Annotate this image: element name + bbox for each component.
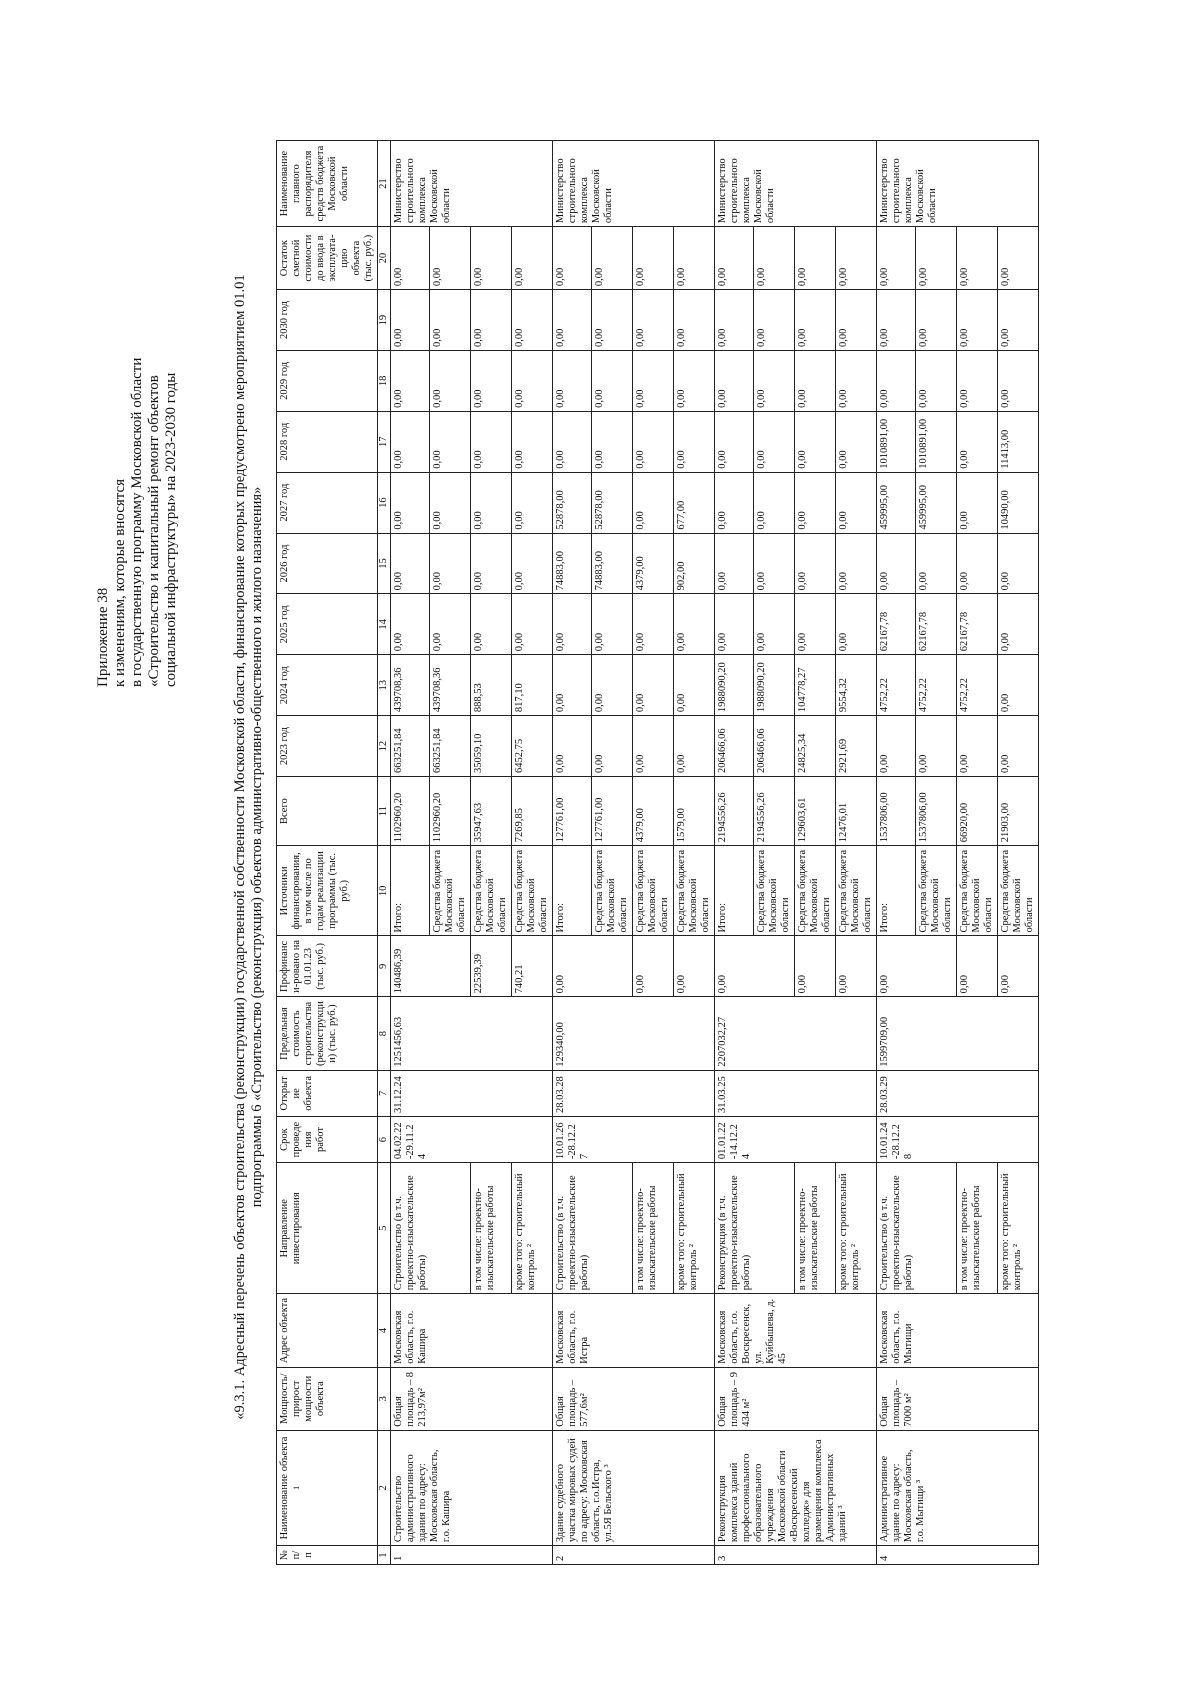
amount-cell: 0,00 (998, 533, 1039, 594)
amount-cell: 0,00 (715, 290, 754, 351)
amount-cell: 62167,78 (877, 594, 916, 655)
work-period: 10.01.26-28.12.27 (553, 1116, 715, 1162)
funding-source: Средства бюджета Московской области (836, 846, 877, 936)
table-row (715, 141, 754, 1565)
ministry-name: Министерство строительного комплекса Московской области (553, 141, 715, 227)
amount-cell: 0,00 (430, 350, 471, 411)
amount-cell: 0,00 (391, 411, 430, 472)
amount-cell: 21903,00 (998, 777, 1039, 846)
investment-direction: в том числе: проектно-изыскательские работы (957, 1163, 998, 1294)
column-number: 11 (378, 777, 391, 846)
amount-cell: 0,00 (957, 472, 998, 533)
funding-source: Средства бюджета Московской области (916, 846, 957, 936)
header-row (277, 141, 378, 1565)
ministry-name: Министерство строительного комплекса Московской области (877, 141, 1039, 227)
appendix-note (95, 127, 180, 687)
amount-cell: 0,00 (998, 716, 1039, 777)
amount-cell: 0,00 (754, 227, 795, 290)
col-header: 2029 год (277, 350, 378, 411)
col-header: 2028 год (277, 411, 378, 472)
funded-amount: 0,00 (674, 936, 715, 997)
work-period: 10.01.24-28.12.28 (877, 1116, 1039, 1162)
amount-cell: 7269,85 (512, 777, 553, 846)
amount-cell: 902,00 (674, 533, 715, 594)
appendix-line: в государственную программу Московской области (129, 357, 145, 687)
amount-cell: 0,00 (512, 594, 553, 655)
amount-cell: 0,00 (633, 716, 674, 777)
amount-cell: 62167,78 (916, 594, 957, 655)
amount-cell: 0,00 (916, 716, 957, 777)
funded-amount: 0,00 (836, 936, 877, 997)
appendix-line: «Строительство и капитальный ремонт объектов (146, 375, 162, 687)
column-number: 17 (378, 411, 391, 472)
amount-cell: 0,00 (633, 227, 674, 290)
amount-cell: 104778,27 (795, 655, 836, 716)
column-number-row (378, 141, 391, 1565)
amount-cell: 1102960,20 (391, 777, 430, 846)
opening-date: 31.12.24 (391, 1070, 553, 1116)
amount-cell: 0,00 (795, 411, 836, 472)
amount-cell: 0,00 (430, 411, 471, 472)
amount-cell: 0,00 (836, 290, 877, 351)
amount-cell: 62167,78 (957, 594, 998, 655)
amount-cell: 0,00 (998, 594, 1039, 655)
amount-cell: 74883,00 (592, 533, 633, 594)
col-header: Открытие объекта (277, 1070, 378, 1116)
column-number: 9 (378, 936, 391, 997)
amount-cell: 0,00 (715, 227, 754, 290)
column-number: 12 (378, 716, 391, 777)
amount-cell: 0,00 (471, 350, 512, 411)
col-header (277, 1430, 378, 1545)
amount-cell: 663251,84 (391, 716, 430, 777)
work-period: 01.01.22-14.12.24 (715, 1116, 877, 1162)
column-number: 8 (378, 997, 391, 1070)
amount-cell: 0,00 (512, 350, 553, 411)
amount-cell: 0,00 (836, 411, 877, 472)
footnote-mark: 1 (292, 1485, 301, 1490)
column-number: 20 (378, 227, 391, 290)
col-header: 2030 год (277, 290, 378, 351)
col-header: 2024 год (277, 655, 378, 716)
amount-cell: 0,00 (391, 290, 430, 351)
amount-cell: 0,00 (674, 655, 715, 716)
amount-cell: 0,00 (674, 227, 715, 290)
amount-cell: 1010891,00 (877, 411, 916, 472)
funded-amount: 0,00 (795, 936, 836, 997)
amount-cell: 12476,01 (836, 777, 877, 846)
investment-direction: Строительство (в т.ч. проектно-изыскательские работы) (877, 1163, 957, 1294)
amount-cell: 439708,36 (391, 655, 430, 716)
amount-cell: 0,00 (715, 533, 754, 594)
max-cost: 129340,00 (553, 997, 715, 1070)
table-body (277, 141, 1039, 1565)
funded-amount: 0,00 (715, 936, 795, 997)
amount-cell: 1102960,20 (430, 777, 471, 846)
object-name: Реконструкция комплекса зданий профессионального образовательного учреждения Московской области «Воскресенский колледж» для размещения комплекса Административных зданий ³ (715, 1430, 877, 1545)
amount-cell: 2921,69 (836, 716, 877, 777)
amount-cell: 0,00 (553, 350, 592, 411)
col-header: Мощность/ прирост мощности объекта (277, 1367, 378, 1430)
amount-cell: 2194556,26 (715, 777, 754, 846)
amount-cell: 0,00 (754, 290, 795, 351)
max-cost: 1599709,00 (877, 997, 1039, 1070)
amount-cell: 0,00 (674, 411, 715, 472)
amount-cell: 0,00 (553, 290, 592, 351)
amount-cell: 35059,10 (471, 716, 512, 777)
funding-source: Средства бюджета Московской области (957, 846, 998, 936)
column-number: 10 (378, 846, 391, 936)
amount-cell: 0,00 (674, 716, 715, 777)
work-period: 04.02.22-29.11.24 (391, 1116, 553, 1162)
amount-cell: 0,00 (795, 533, 836, 594)
amount-cell: 0,00 (471, 227, 512, 290)
amount-cell: 0,00 (715, 350, 754, 411)
col-header: 2023 год (277, 716, 378, 777)
amount-cell: 1579,00 (674, 777, 715, 846)
investment-direction: в том числе: проектно-изыскательские работы (471, 1163, 512, 1294)
amount-cell: 0,00 (836, 533, 877, 594)
opening-date: 31.03.25 (715, 1070, 877, 1116)
amount-cell: 0,00 (471, 533, 512, 594)
funding-source: Средства бюджета Московской области (592, 846, 633, 936)
object-address: Московская область, г.о. Кашира (391, 1294, 553, 1367)
funding-source: Средства бюджета Московской области (754, 846, 795, 936)
amount-cell: 35947,63 (471, 777, 512, 846)
amount-cell: 0,00 (512, 533, 553, 594)
col-header: Профинанси-ровано на 01.01.23 (тыс. руб.) (277, 936, 378, 997)
max-cost: 1251456,63 (391, 997, 553, 1070)
amount-cell: 10490,00 (998, 472, 1039, 533)
object-address: Московская область, г.о. Воскресенск, ул. Куйбышева, д. 45 (715, 1294, 877, 1367)
column-number: 13 (378, 655, 391, 716)
investment-direction: Реконструкция (в т.ч. проектно-изыскательские работы) (715, 1163, 795, 1294)
amount-cell: 0,00 (836, 472, 877, 533)
amount-cell: 0,00 (592, 290, 633, 351)
column-number: 4 (378, 1294, 391, 1367)
funding-source: Средства бюджета Московской области (471, 846, 512, 936)
amount-cell: 0,00 (471, 594, 512, 655)
object-number: 1 (391, 1546, 553, 1565)
investment-direction: Строительство (в т.ч. проектно-изыскательские работы) (391, 1163, 471, 1294)
amount-cell: 0,00 (715, 472, 754, 533)
amount-cell: 0,00 (998, 350, 1039, 411)
funded-amount: 22539,39 (471, 936, 512, 997)
amount-cell: 0,00 (795, 594, 836, 655)
amount-cell: 0,00 (795, 472, 836, 533)
title-line: «9.3.1. Адресный перечень объектов строительства (реконструкции) государственной собственности Московской области, финансирование которых предусмотрено мероприятием 01.01 (232, 274, 248, 1420)
amount-cell: 74883,00 (553, 533, 592, 594)
amount-cell: 52878,00 (553, 472, 592, 533)
amount-cell: 0,00 (471, 411, 512, 472)
amount-cell: 4752,22 (957, 655, 998, 716)
column-number: 21 (378, 141, 391, 227)
amount-cell: 129603,61 (795, 777, 836, 846)
amount-cell: 0,00 (916, 290, 957, 351)
object-number: 2 (553, 1546, 715, 1565)
amount-cell: 0,00 (553, 227, 592, 290)
amount-cell: 0,00 (836, 227, 877, 290)
col-header: Всего (277, 777, 378, 846)
amount-cell: 1537806,00 (877, 777, 916, 846)
amount-cell: 0,00 (877, 290, 916, 351)
object-capacity: Общая площадь – 7000 м² (877, 1367, 1039, 1430)
amount-cell: 0,00 (795, 290, 836, 351)
amount-cell: 0,00 (553, 594, 592, 655)
column-number: 7 (378, 1070, 391, 1116)
column-number: 5 (378, 1163, 391, 1294)
amount-cell: 0,00 (592, 655, 633, 716)
amount-cell: 0,00 (754, 533, 795, 594)
funding-source: Средства бюджета Московской области (430, 846, 471, 936)
amount-cell: 0,00 (998, 290, 1039, 351)
amount-cell: 0,00 (633, 472, 674, 533)
amount-cell: 0,00 (957, 716, 998, 777)
amount-cell: 0,00 (391, 594, 430, 655)
funding-source: Средства бюджета Московской области (998, 846, 1039, 936)
col-header: № п/п (277, 1546, 378, 1565)
funded-amount: 0,00 (553, 936, 633, 997)
object-number: 4 (877, 1546, 1039, 1565)
amount-cell: 0,00 (391, 533, 430, 594)
col-header: Адрес объекта (277, 1294, 378, 1367)
col-header: Наименование главного распорядителя средств бюджета Московской области (277, 141, 378, 227)
amount-cell: 439708,36 (430, 655, 471, 716)
amount-cell: 127761,00 (592, 777, 633, 846)
amount-cell: 0,00 (430, 472, 471, 533)
column-number: 16 (378, 472, 391, 533)
investment-direction: кроме того: строительный контроль ² (998, 1163, 1039, 1294)
amount-cell: 0,00 (957, 350, 998, 411)
amount-cell: 0,00 (592, 411, 633, 472)
amount-cell: 0,00 (795, 227, 836, 290)
amount-cell: 0,00 (877, 716, 916, 777)
column-number: 14 (378, 594, 391, 655)
appendix-line: Приложение 38 (95, 587, 111, 687)
investment-direction: кроме того: строительный контроль ² (674, 1163, 715, 1294)
amount-cell: 0,00 (633, 655, 674, 716)
object-capacity: Общая площадь – 8 213,97м² (391, 1367, 553, 1430)
funding-source: Итого: (715, 846, 754, 936)
amount-cell: 0,00 (674, 594, 715, 655)
funding-source: Итого: (391, 846, 430, 936)
amount-cell: 0,00 (754, 472, 795, 533)
amount-cell: 0,00 (512, 290, 553, 351)
amount-cell: 0,00 (633, 350, 674, 411)
amount-cell: 1537806,00 (916, 777, 957, 846)
amount-cell: 206466,06 (754, 716, 795, 777)
col-header: 2025 год (277, 594, 378, 655)
amount-cell: 4752,22 (877, 655, 916, 716)
amount-cell: 817,10 (512, 655, 553, 716)
col-header: Предельная стоимость строительства (реконструкции) (тыс. руб.) (277, 997, 378, 1070)
amount-cell: 6452,75 (512, 716, 553, 777)
col-header-text: Наименование объекта (279, 1436, 290, 1540)
amount-cell: 0,00 (674, 350, 715, 411)
column-number: 1 (378, 1546, 391, 1565)
amount-cell: 1010891,00 (916, 411, 957, 472)
funded-amount: 0,00 (633, 936, 674, 997)
funded-amount: 740,21 (512, 936, 553, 997)
object-address: Московская область, г.о. Истра (553, 1294, 715, 1367)
amount-cell: 0,00 (957, 227, 998, 290)
column-number: 6 (378, 1116, 391, 1162)
column-number: 19 (378, 290, 391, 351)
col-header: Источники финансирования, в том числе по годам реализации программы (тыс. руб.) (277, 846, 378, 936)
amount-cell: 0,00 (391, 227, 430, 290)
amount-cell: 127761,00 (553, 777, 592, 846)
col-header: 2027 год (277, 472, 378, 533)
amount-cell: 52878,00 (592, 472, 633, 533)
column-number: 18 (378, 350, 391, 411)
amount-cell: 4752,22 (916, 655, 957, 716)
table-row (391, 141, 430, 1565)
opening-date: 28.03.29 (877, 1070, 1039, 1116)
column-number: 15 (378, 533, 391, 594)
amount-cell: 1988090,20 (754, 655, 795, 716)
funding-source: Итого: (877, 846, 916, 936)
amount-cell: 0,00 (957, 290, 998, 351)
title-line: подпрограммы 6 «Строительство (реконструкция) объектов административно-общественного и жилого назначения» (249, 486, 265, 1208)
amount-cell: 0,00 (430, 533, 471, 594)
amount-cell: 66920,00 (957, 777, 998, 846)
amount-cell: 2194556,26 (754, 777, 795, 846)
opening-date: 28.03.28 (553, 1070, 715, 1116)
amount-cell: 0,00 (754, 411, 795, 472)
amount-cell: 4379,00 (633, 533, 674, 594)
amount-cell: 0,00 (430, 594, 471, 655)
investment-direction: Строительство (в т.ч. проектно-изыскательские работы) (553, 1163, 633, 1294)
investment-direction: кроме того: строительный контроль ² (836, 1163, 877, 1294)
amount-cell: 0,00 (553, 716, 592, 777)
object-capacity: Общая площадь – 577,6м² (553, 1367, 715, 1430)
funded-amount: 0,00 (877, 936, 957, 997)
object-name: Строительство административного здания по адресу: Московская область, г.о. Кашира (391, 1430, 553, 1545)
amount-cell: 0,00 (512, 472, 553, 533)
funded-amount: 140486,39 (391, 936, 471, 997)
appendix-line: социальной инфраструктуры» на 2023-2030 годы (163, 372, 179, 687)
amount-cell: 0,00 (957, 533, 998, 594)
amount-cell: 0,00 (957, 411, 998, 472)
amount-cell: 0,00 (877, 533, 916, 594)
amount-cell: 0,00 (916, 533, 957, 594)
amount-cell: 0,00 (592, 594, 633, 655)
object-number: 3 (715, 1546, 877, 1565)
amount-cell: 0,00 (795, 350, 836, 411)
object-name: Административное здание по адресу: Московская область, г.о. Мытищи ³ (877, 1430, 1039, 1545)
object-address: Московская область, г.о. Мытищи (877, 1294, 1039, 1367)
investment-direction: в том числе: проектно-изыскательские работы (795, 1163, 836, 1294)
col-header: Направление инвестирования (277, 1163, 378, 1294)
address-list-table (276, 140, 1039, 1565)
object-name: Здание судебного участка мировых судей по адресу: Московская область, г.о.Истра, ул.5Я Бельского ³ (553, 1430, 715, 1545)
amount-cell: 24825,34 (795, 716, 836, 777)
amount-cell: 11413,00 (998, 411, 1039, 472)
amount-cell: 0,00 (471, 472, 512, 533)
ministry-name: Министерство строительного комплекса Московской области (391, 141, 553, 227)
amount-cell: 0,00 (916, 227, 957, 290)
amount-cell: 0,00 (754, 594, 795, 655)
funding-source: Средства бюджета Московской области (674, 846, 715, 936)
amount-cell: 663251,84 (430, 716, 471, 777)
amount-cell: 0,00 (998, 655, 1039, 716)
max-cost: 2207032,27 (715, 997, 877, 1070)
amount-cell: 0,00 (633, 290, 674, 351)
col-header: 2026 год (277, 533, 378, 594)
amount-cell: 0,00 (391, 350, 430, 411)
funding-source: Средства бюджета Московской области (633, 846, 674, 936)
amount-cell: 0,00 (430, 290, 471, 351)
amount-cell: 0,00 (836, 594, 877, 655)
amount-cell: 0,00 (391, 472, 430, 533)
funding-source: Итого: (553, 846, 592, 936)
amount-cell: 0,00 (674, 290, 715, 351)
amount-cell: 0,00 (430, 227, 471, 290)
amount-cell: 9554,32 (836, 655, 877, 716)
appendix-line: к изменениям, которые вносятся (112, 478, 128, 687)
col-header: Остаток сметной стоимости до ввода в эксплуата-цию объекта (тыс. руб.) (277, 227, 378, 290)
funded-amount: 0,00 (957, 936, 998, 997)
investment-direction: кроме того: строительный контроль ² (512, 1163, 553, 1294)
ministry-name: Министерство строительного комплекса Московской области (715, 141, 877, 227)
amount-cell: 0,00 (754, 350, 795, 411)
amount-cell: 0,00 (998, 227, 1039, 290)
object-capacity: Общая площадь – 9 434 м² (715, 1367, 877, 1430)
amount-cell: 206466,06 (715, 716, 754, 777)
funded-amount: 0,00 (998, 936, 1039, 997)
amount-cell: 0,00 (592, 227, 633, 290)
amount-cell: 0,00 (715, 411, 754, 472)
amount-cell: 459995,00 (877, 472, 916, 533)
amount-cell: 0,00 (553, 411, 592, 472)
amount-cell: 0,00 (553, 655, 592, 716)
col-header: Срок проведения работ (277, 1116, 378, 1162)
document-title (232, 117, 266, 1577)
amount-cell: 0,00 (512, 411, 553, 472)
amount-cell: 459995,00 (916, 472, 957, 533)
amount-cell: 4379,00 (633, 777, 674, 846)
funding-source: Средства бюджета Московской области (512, 846, 553, 936)
table-row (877, 141, 916, 1565)
amount-cell: 0,00 (877, 227, 916, 290)
amount-cell: 677,00 (674, 472, 715, 533)
amount-cell: 0,00 (592, 350, 633, 411)
amount-cell: 0,00 (633, 594, 674, 655)
funding-source: Средства бюджета Московской области (795, 846, 836, 936)
amount-cell: 0,00 (471, 290, 512, 351)
amount-cell: 888,53 (471, 655, 512, 716)
column-number: 2 (378, 1430, 391, 1545)
amount-cell: 0,00 (592, 716, 633, 777)
amount-cell: 0,00 (512, 227, 553, 290)
investment-direction: в том числе: проектно-изыскательские работы (633, 1163, 674, 1294)
amount-cell: 0,00 (836, 350, 877, 411)
table-row (553, 141, 592, 1565)
amount-cell: 0,00 (715, 594, 754, 655)
amount-cell: 1988090,20 (715, 655, 754, 716)
column-number: 3 (378, 1367, 391, 1430)
amount-cell: 0,00 (877, 350, 916, 411)
amount-cell: 0,00 (633, 411, 674, 472)
amount-cell: 0,00 (916, 350, 957, 411)
